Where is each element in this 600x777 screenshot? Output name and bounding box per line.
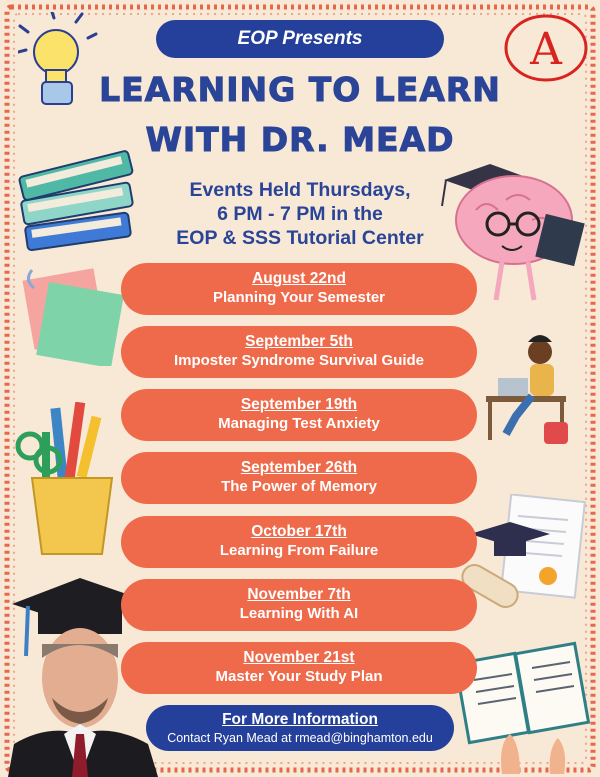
event-date: November 21st: [243, 649, 355, 666]
schedule-line-2: 6 PM - 7 PM in the: [217, 203, 383, 225]
event-date: November 7th: [247, 586, 351, 603]
event-date: October 17th: [251, 523, 347, 540]
student-at-desk-icon: [476, 330, 590, 448]
event-item: [121, 389, 477, 441]
event-topic: Master Your Study Plan: [215, 668, 383, 685]
event-item: [121, 452, 477, 504]
grade-letter: A: [530, 24, 562, 75]
sticky-notes-icon: [22, 266, 124, 366]
event-date: September 26th: [240, 459, 358, 476]
event-topic: Learning With AI: [239, 605, 359, 622]
event-topic: Managing Test Anxiety: [218, 415, 380, 432]
schedule-line-3: EOP & SSS Tutorial Center: [176, 227, 424, 249]
event-item: [121, 516, 477, 568]
event-topic: Learning From Failure: [219, 542, 379, 559]
contact-text: Contact Ryan Mead at rmead@binghamton.edu: [167, 731, 433, 745]
pencil-cup-icon: [8, 402, 126, 562]
schedule-line-1: Events Held Thursdays,: [189, 179, 411, 201]
event-topic: Imposter Syndrome Survival Guide: [173, 352, 425, 369]
event-item: [121, 263, 477, 315]
event-topic: The Power of Memory: [221, 478, 377, 495]
event-date: August 22nd: [252, 270, 346, 287]
contact-banner: [146, 705, 454, 751]
event-date: September 5th: [245, 333, 353, 350]
event-item: [121, 579, 477, 631]
title-line-2: WITH DR. MEAD: [145, 120, 455, 159]
presenter-banner: EOP Presents: [156, 20, 444, 58]
event-item: [121, 326, 477, 378]
event-date: September 19th: [240, 396, 358, 413]
title-line-1: LEARNING TO LEARN: [99, 70, 501, 109]
event-topic: Planning Your Semester: [213, 289, 385, 306]
event-item: [121, 642, 477, 694]
contact-heading: For More Information: [222, 711, 378, 728]
